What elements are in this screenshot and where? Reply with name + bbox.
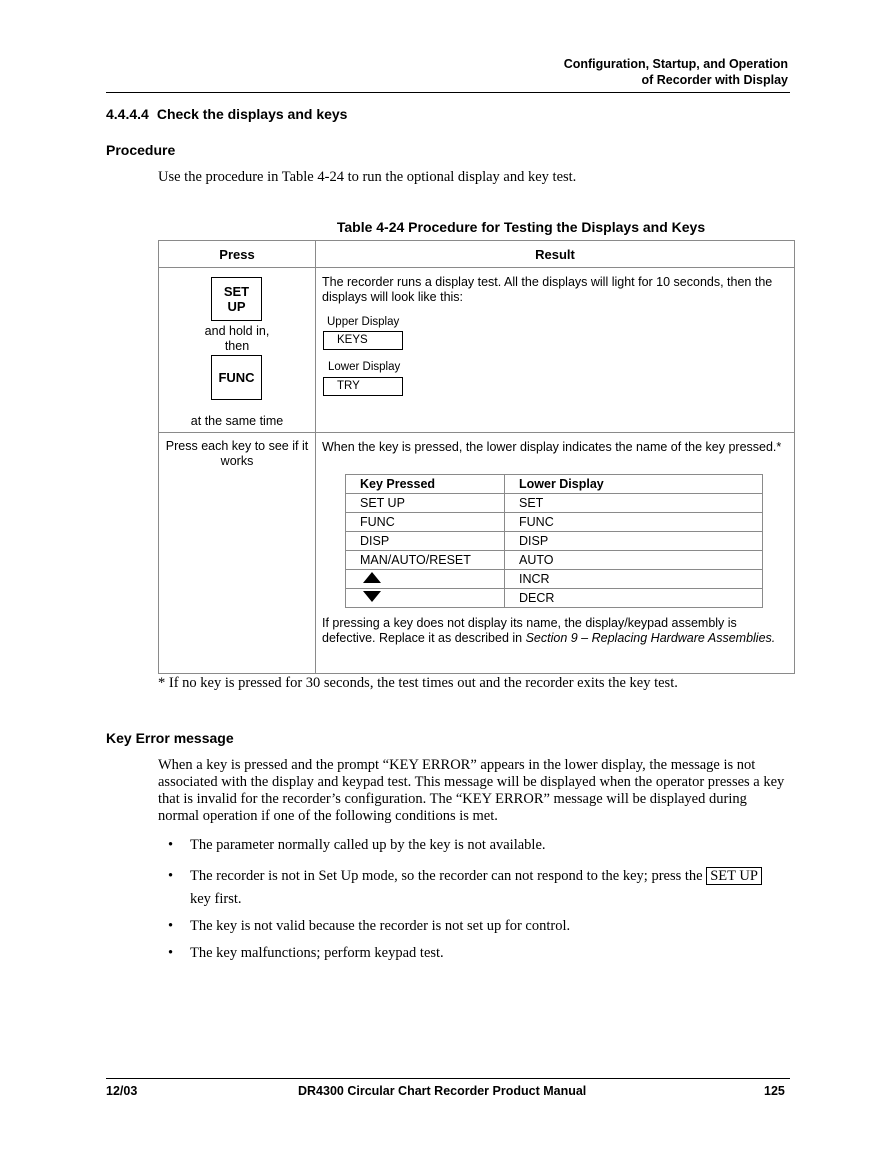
list-item-text: The parameter normally called up by the key is not available. [190, 837, 546, 853]
key-name [346, 570, 505, 589]
footer-rule [106, 1078, 790, 1079]
key-name: DISP [346, 532, 505, 551]
key-error-paragraph: When a key is pressed and the prompt “KEY ERROR” appears in the lower display, the message is not associated with the display and keypad test. This message will be displayed when the operator presses a key that is invalid for the recorder’s configuration. The “KEY ERROR” message will be displayed during normal operation if one of the following conditions is met. [158, 757, 785, 824]
table-caption: Table 4-24 Procedure for Testing the Displays and Keys [336, 219, 706, 235]
list-item-text: The recorder is not in Set Up mode, so the recorder can not respond to the key; press the [190, 868, 703, 884]
list-item-tail: key first. [190, 891, 242, 907]
key-name: MAN/AUTO/RESET [346, 551, 505, 570]
header-line-2: of Recorder with Display [641, 73, 788, 87]
press-cell-1 [159, 268, 316, 433]
hold-text-1: and hold in, [204, 324, 270, 338]
result-text-1: The recorder runs a display test. All the displays will light for 10 seconds, then the displays will look like this: [322, 275, 773, 304]
result-cell-1 [316, 268, 795, 433]
result-text-2: When the key is pressed, the lower display indicates the name of the key pressed.* [322, 440, 782, 454]
key-display: DISP [505, 532, 763, 551]
key-name: SET UP [346, 494, 505, 513]
table-row [346, 551, 763, 570]
table-footnote: * If no key is pressed for 30 seconds, the test times out and the recorder exits the key test. [158, 675, 678, 691]
bullet-icon: • [168, 918, 174, 934]
upper-display-box: KEYS [323, 331, 403, 350]
table-row [346, 570, 763, 589]
result-cell-2 [316, 433, 795, 674]
list-item [158, 834, 798, 857]
bullet-icon: • [168, 945, 174, 961]
key-display: DECR [505, 589, 763, 608]
lower-display-header: Lower Display [505, 475, 763, 494]
key-test-table [345, 474, 763, 608]
key-name: FUNC [346, 513, 505, 532]
table-row [346, 532, 763, 551]
up-arrow-icon [363, 572, 381, 583]
procedure-intro: Use the procedure in Table 4-24 to run the optional display and key test. [158, 169, 577, 185]
key-display: SET [505, 494, 763, 513]
footer-date: 12/03 [106, 1084, 138, 1098]
down-arrow-icon [363, 591, 381, 602]
table-row [159, 268, 795, 433]
table-header-row [159, 241, 795, 268]
key-error-heading: Key Error message [106, 730, 234, 746]
press-cell-2: Press each key to see if it works [159, 433, 316, 674]
lower-display-label: Lower Display [328, 361, 401, 373]
running-header [106, 56, 788, 88]
key-display: FUNC [505, 513, 763, 532]
lower-display-box: TRY [323, 377, 403, 396]
section-reference: Section 9 – Replacing Hardware Assemblies. [525, 631, 776, 645]
same-time-text: at the same time [190, 414, 284, 428]
table-row [346, 589, 763, 608]
replace-note [322, 616, 782, 646]
table-row [346, 494, 763, 513]
section-title: Check the displays and keys [156, 106, 348, 122]
key-name [346, 589, 505, 608]
key-display: AUTO [505, 551, 763, 570]
condition-list [158, 834, 798, 965]
bullet-icon: • [168, 837, 174, 853]
replace-note-text: If pressing a key does not display its name, the display/keypad assembly is defective. Replace it as described in [322, 616, 737, 645]
list-item [158, 915, 798, 938]
table-row [159, 433, 795, 674]
header-rule [106, 92, 790, 93]
key-table-header [346, 475, 763, 494]
list-item [158, 865, 798, 911]
page-number: 125 [764, 1084, 785, 1098]
footer-title: DR4300 Circular Chart Recorder Product Manual [298, 1084, 587, 1098]
hold-text-2: then [224, 339, 250, 353]
set-up-key-inline: SET UP [706, 867, 762, 885]
key-pressed-header: Key Pressed [346, 475, 505, 494]
procedure-table [158, 240, 795, 674]
section-heading [106, 106, 347, 122]
upper-display-label: Upper Display [327, 316, 400, 328]
list-item [158, 942, 798, 965]
key-display: INCR [505, 570, 763, 589]
bullet-icon: • [168, 868, 174, 884]
set-up-key-line2: UP [227, 299, 246, 314]
list-item-text: The key malfunctions; perform keypad test. [190, 945, 444, 961]
table-row [346, 513, 763, 532]
section-number: 4.4.4.4 [106, 106, 149, 122]
list-item-text: The key is not valid because the recorder is not set up for control. [190, 918, 571, 934]
set-up-key [211, 277, 262, 321]
header-line-1: Configuration, Startup, and Operation [563, 57, 788, 71]
procedure-heading: Procedure [106, 142, 176, 158]
col-result-header: Result [316, 241, 795, 268]
col-press-header: Press [159, 241, 316, 268]
set-up-key-line1: SET [223, 284, 250, 299]
func-key: FUNC [211, 355, 262, 400]
